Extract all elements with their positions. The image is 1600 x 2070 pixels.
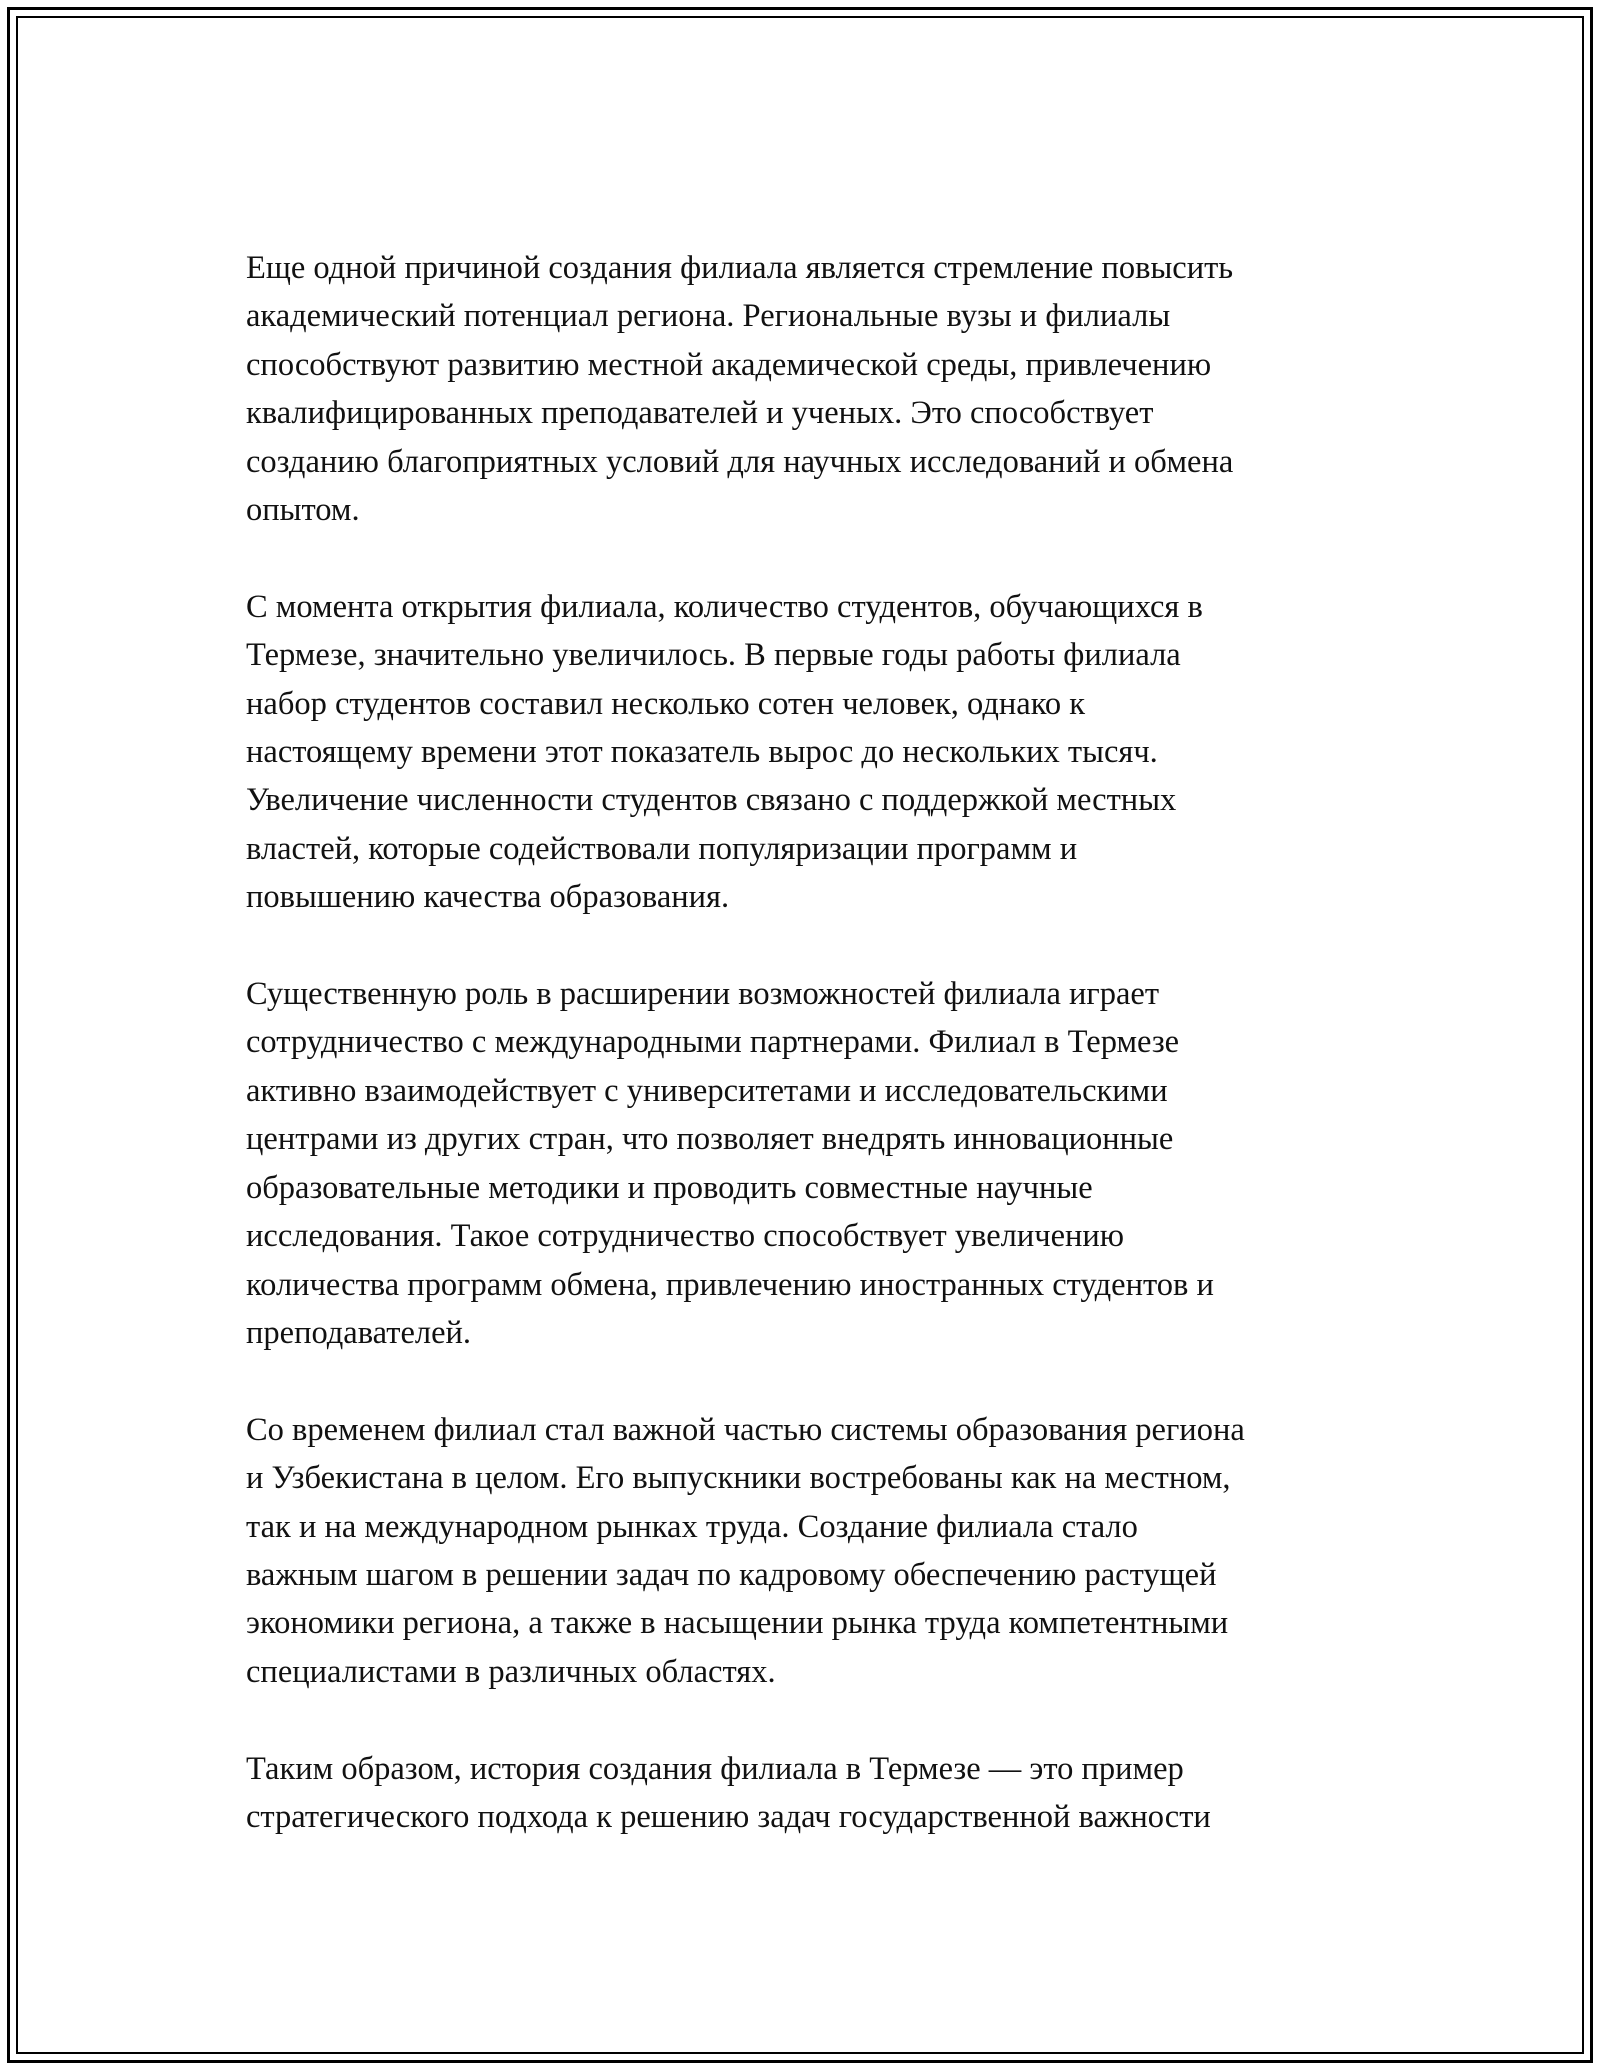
text-line: так и на международном рынках труда. Создание филиала стало [246, 1508, 1138, 1545]
text-line: экономики региона, а также в насыщении рынка труда компетентными [246, 1605, 1229, 1642]
text-line: исследования. Такое сотрудничество способствует увеличению [246, 1218, 1125, 1255]
paragraph-1 [246, 244, 1396, 534]
text-line: количества программ обмена, привлечению иностранных студентов и [246, 1266, 1214, 1303]
text-line: настоящему времени этот показатель вырос до нескольких тысяч. [246, 734, 1158, 771]
text-line: способствуют развитию местной академической среды, привлечению [246, 346, 1212, 383]
text-line: С момента открытия филиала, количество студентов, обучающихся в [246, 588, 1203, 625]
text-line: сотрудничество с международными партнерами. Филиал в Термезе [246, 1024, 1180, 1061]
text-line: набор студентов составил несколько сотен человек, однако к [246, 685, 1086, 722]
text-line: Существенную роль в расширении возможностей филиала играет [246, 976, 1160, 1013]
paragraph-2 [246, 583, 1396, 922]
text-line: квалифицированных преподавателей и ученых. Это способствует [246, 395, 1154, 432]
text-line: центрами из других стран, что позволяет внедрять инновационные [246, 1121, 1174, 1158]
text-line: Таким образом, история создания филиала в Термезе — это пример [246, 1750, 1184, 1787]
paragraph-3 [246, 970, 1396, 1357]
text-line: специалистами в различных областях. [246, 1653, 776, 1690]
text-line: и Узбекистана в целом. Его выпускники востребованы как на местном, [246, 1460, 1231, 1497]
text-line: преподавателей. [246, 1314, 472, 1351]
paragraph-5 [246, 1745, 1396, 1842]
text-line: стратегического подхода к решению задач государственной важности [246, 1798, 1211, 1835]
text-line: Со временем филиал стал важной частью системы образования региона [246, 1411, 1245, 1448]
text-line: созданию благоприятных условий для научных исследований и обмена [246, 443, 1234, 480]
text-line: академический потенциал региона. Региональные вузы и филиалы [246, 298, 1171, 335]
document-body [246, 244, 1396, 1841]
paragraph-4 [246, 1406, 1396, 1696]
text-line: Термезе, значительно увеличилось. В первые годы работы филиала [246, 637, 1181, 674]
text-line: Еще одной причиной создания филиала является стремление повысить [246, 250, 1234, 286]
page-border [7, 7, 1593, 2063]
text-line: Увеличение численности студентов связано с поддержкой местных [246, 782, 1177, 819]
text-line: повышению качества образования. [246, 879, 730, 916]
text-line: властей, которые содействовали популяризации программ и [246, 830, 1078, 867]
text-line: важным шагом в решении задач по кадровому обеспечению растущей [246, 1556, 1217, 1593]
text-line: активно взаимодействует с университетами и исследовательскими [246, 1072, 1168, 1109]
text-line: опытом. [246, 492, 360, 529]
text-line: образовательные методики и проводить совместные научные [246, 1169, 1093, 1206]
